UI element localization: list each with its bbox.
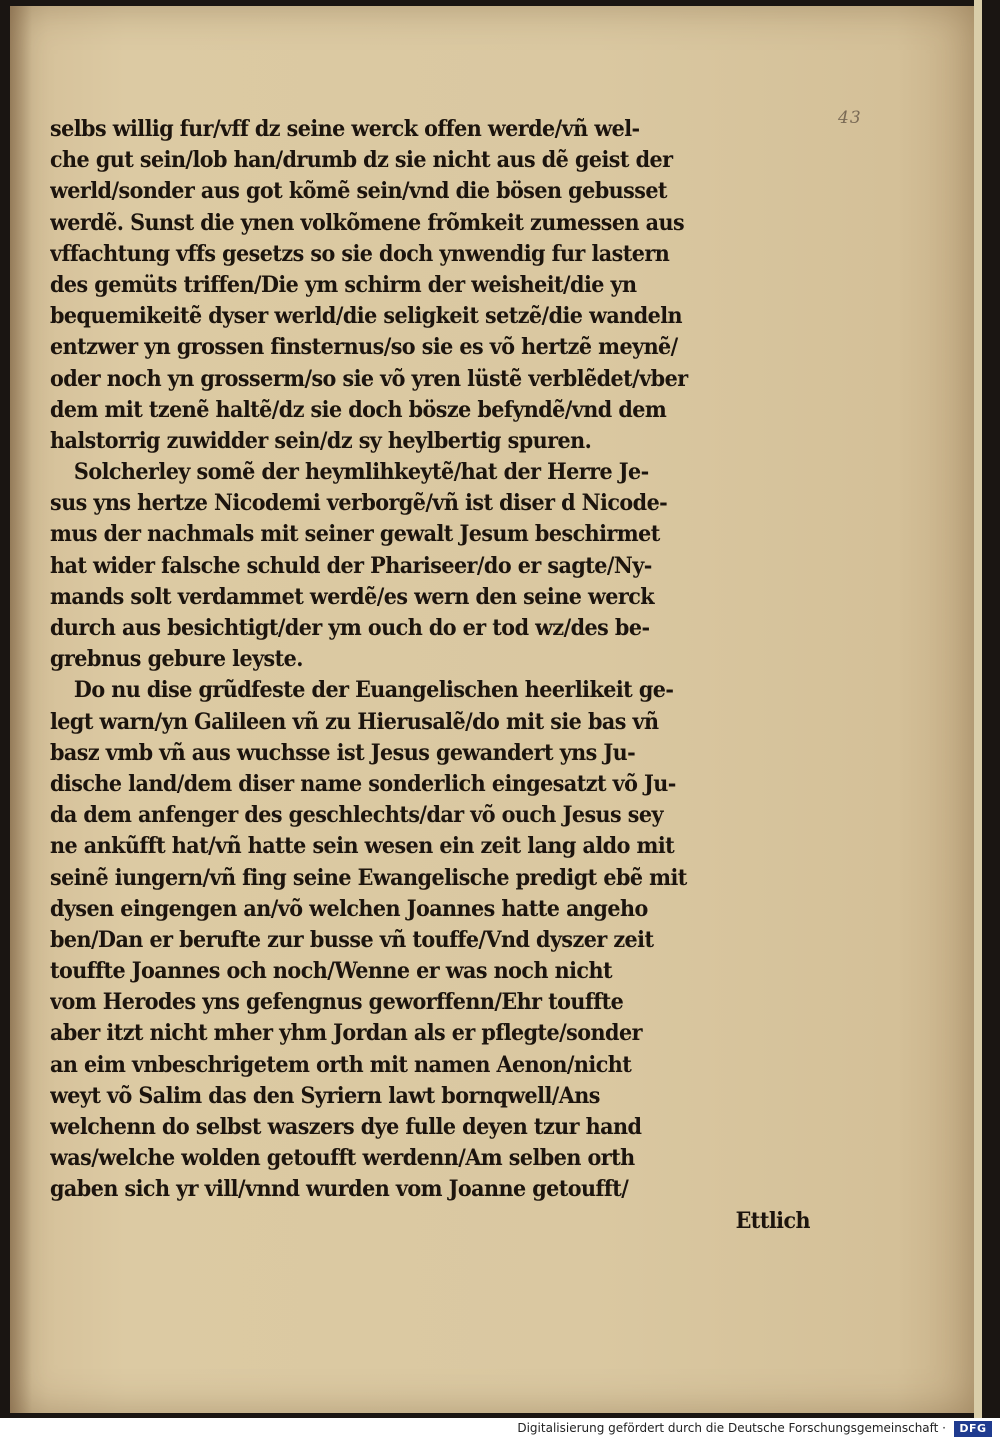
text-line: grebnus gebure leyste. (50, 646, 303, 673)
text-line: weyt võ Salim das den Syriern lawt bornqwell/Ans (50, 1082, 600, 1109)
text-line: che gut sein/lob han/drumb dz sie nicht aus dẽ geist der (50, 147, 673, 174)
text-line: halstorrig zuwidder sein/dz sy heylbertig spuren. (50, 427, 592, 454)
text-line: da dem anfenger des geschlechts/dar võ ouch Jesus sey (50, 802, 663, 829)
text-line: Do nu dise grũdfeste der Euangelischen heerlikeit ge- (73, 677, 674, 704)
folio-number: 43 (838, 108, 862, 128)
text-line: mus der nachmals mit seiner gewalt Jesum beschirmet (50, 521, 660, 548)
text-line: oder noch yn grosserm/so sie võ yren lüstẽ verblẽdet/vber (50, 365, 688, 392)
text-line: werdẽ. Sunst die ynen volkõmene frõmkeit zumessen aus (50, 209, 685, 236)
text-line: dische land/dem diser name sonderlich eingesatzt võ Ju- (50, 770, 676, 797)
text-line: legt warn/yn Galileen vñ zu Hierusalẽ/do mit sie bas vñ (50, 708, 659, 735)
text-line: werld/sonder aus got kõmẽ sein/vnd die bösen gebusset (50, 178, 667, 205)
text-line: was/welche wolden getoufft werdenn/Am selben orth (50, 1145, 635, 1172)
text-line: durch aus besichtigt/der ym ouch do er tod wz/des be- (50, 615, 650, 641)
text-line: dysen eingengen an/võ welchen Joannes hatte angeho (50, 895, 648, 922)
text-line: touffte Joannes och noch/Wenne er was noch nicht (50, 958, 612, 985)
dfg-logo-icon: DFG (954, 1421, 992, 1437)
catchword: Ettlich (735, 1207, 810, 1234)
text-line: des gemüts triffen/Die ym schirm der weisheit/die yn (50, 271, 637, 298)
text-line: hat wider falsche schuld der Phariseer/do er sagte/Ny- (50, 552, 652, 579)
text-line: mands solt verdammet werdẽ/es wern den seine werck (50, 583, 655, 610)
page-text-block (50, 114, 810, 1237)
text-line: basz vmb vñ aus wuchsse ist Jesus gewandert yns Ju- (50, 739, 636, 766)
text-line: gaben sich yr vill/vnnd wurden vom Joanne getoufft/ (50, 1176, 629, 1203)
text-line: dem mit tzenẽ haltẽ/dz sie doch bösze befyndẽ/vnd dem (50, 396, 667, 423)
book-page (10, 6, 974, 1413)
footer-bar (0, 1418, 1000, 1441)
text-line: sus yns hertze Nicodemi verborgẽ/vñ ist diser d Nicode- (50, 490, 668, 517)
page-edge (974, 0, 982, 1418)
text-line: bequemikeitẽ dyser werld/die seligkeit setzẽ/die wandeln (50, 303, 683, 330)
text-line: welchenn do selbst waszers dye fulle deyen tzur hand (50, 1114, 642, 1140)
text-line: an eim vnbeschrigetem orth mit namen Aenon/nicht (50, 1051, 632, 1078)
text-line: vom Herodes yns gefengnus geworffenn/Ehr touffte (50, 989, 624, 1016)
text-line: ne ankũfft hat/vñ hatte sein wesen ein zeit lang aldo mit (50, 833, 675, 860)
text-line: entzwer yn grossen finsternus/so sie es võ hertzẽ meynẽ/ (50, 334, 678, 361)
text-line: selbs willig fur/vff dz seine werck offen werde/vñ wel- (50, 116, 640, 142)
funding-credit: Digitalisierung gefördert durch die Deutsche Forschungsgemeinschaft · (517, 1421, 946, 1435)
text-line: vffachtung vffs gesetzs so sie doch ynwendig fur lastern (50, 240, 670, 267)
text-line: aber itzt nicht mher yhm Jordan als er pflegte/sonder (50, 1020, 642, 1047)
text-line: seinẽ iungern/vñ fing seine Ewangelische predigt ebẽ mit (50, 864, 687, 891)
text-line: ben/Dan er berufte zur busse vñ touffe/Vnd dyszer zeit (50, 926, 654, 953)
text-line: Solcherley somẽ der heymlihkeytẽ/hat der Herre Je- (73, 459, 649, 486)
